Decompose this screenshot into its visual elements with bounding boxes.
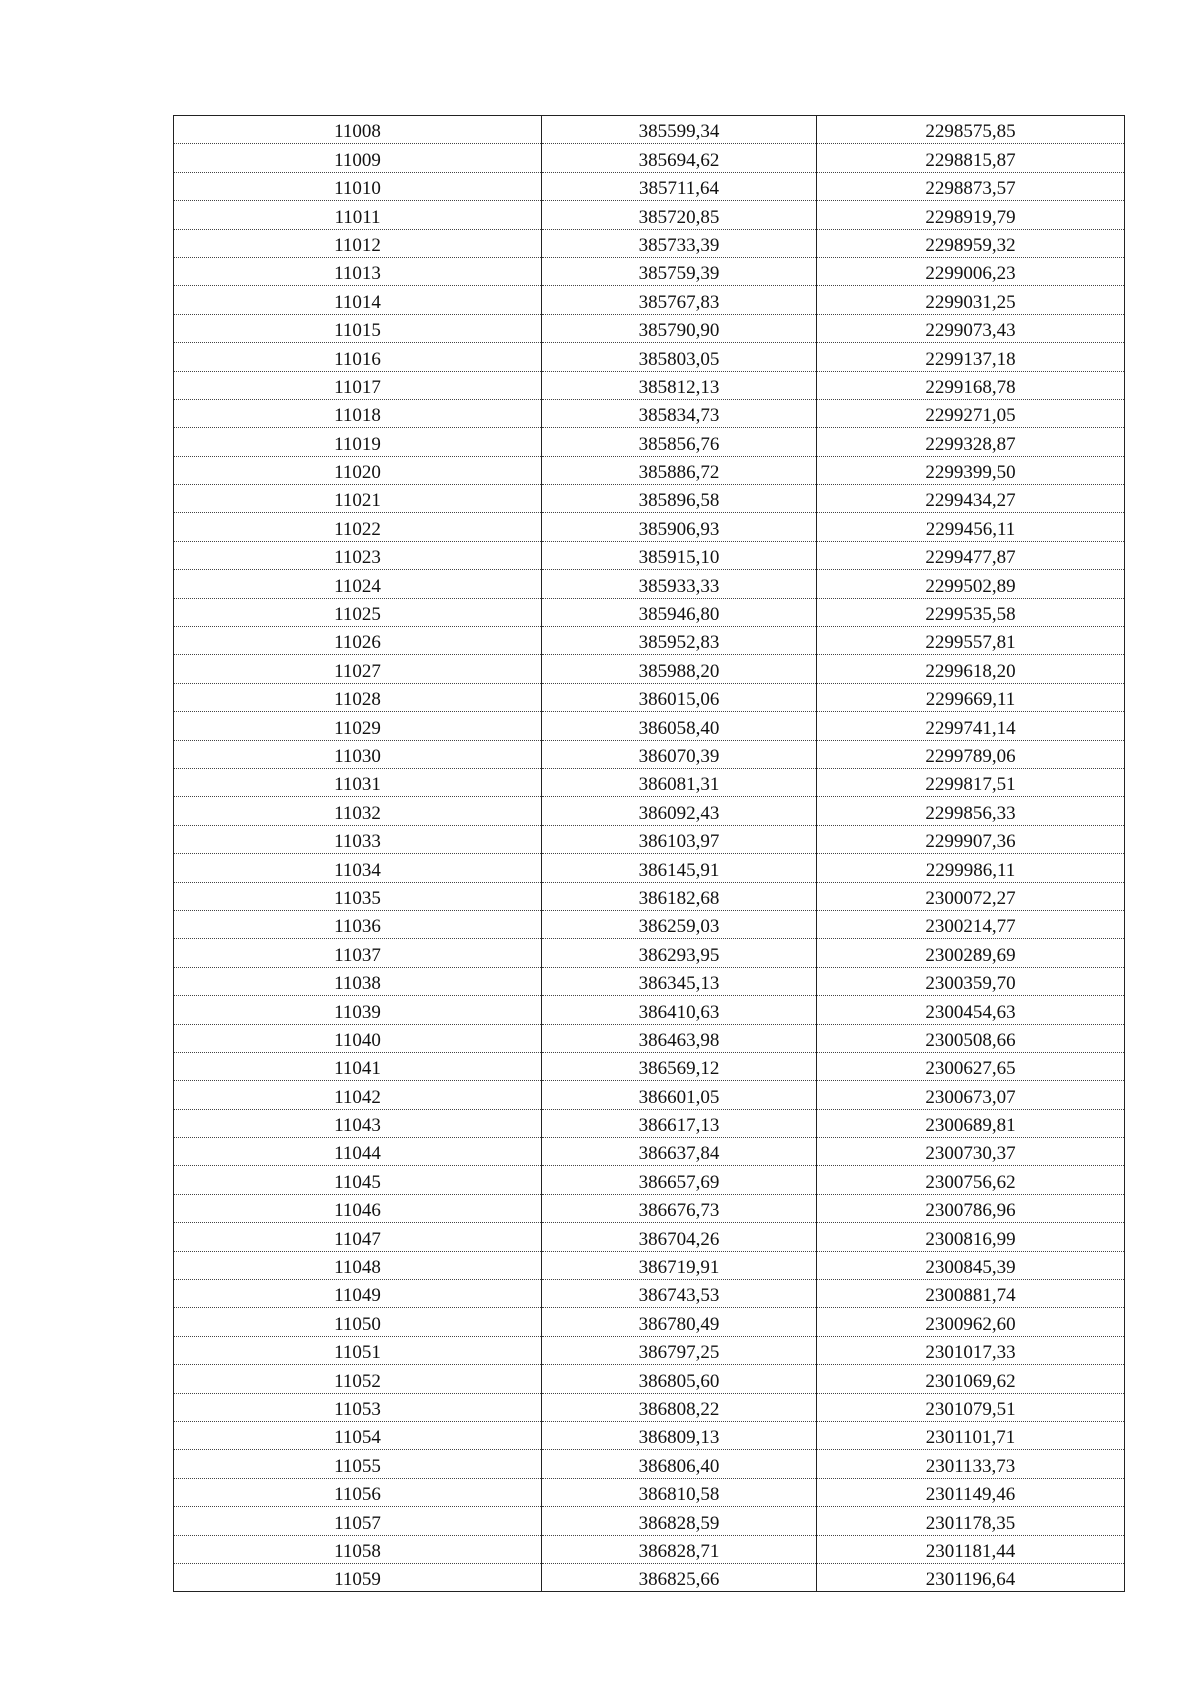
x-coordinate-cell: 386259,03 — [542, 910, 817, 938]
point-number-cell: 11045 — [174, 1166, 542, 1194]
x-coordinate-cell: 386704,26 — [542, 1223, 817, 1251]
point-number-cell: 11017 — [174, 371, 542, 399]
y-coordinate-cell: 2299789,06 — [817, 740, 1125, 768]
point-number-cell: 11014 — [174, 286, 542, 314]
point-number-cell: 11053 — [174, 1393, 542, 1421]
y-coordinate-cell: 2299502,89 — [817, 570, 1125, 598]
y-coordinate-cell: 2300816,99 — [817, 1223, 1125, 1251]
table-row — [174, 1478, 1125, 1506]
point-number-cell: 11012 — [174, 229, 542, 257]
y-coordinate-cell: 2299986,11 — [817, 854, 1125, 882]
x-coordinate-cell: 386810,58 — [542, 1478, 817, 1506]
table-row — [174, 1535, 1125, 1563]
x-coordinate-cell: 386805,60 — [542, 1365, 817, 1393]
coordinate-table — [173, 115, 1125, 1592]
x-coordinate-cell: 385988,20 — [542, 655, 817, 683]
point-number-cell: 11050 — [174, 1308, 542, 1336]
x-coordinate-cell: 386825,66 — [542, 1563, 817, 1591]
x-coordinate-cell: 386719,91 — [542, 1251, 817, 1279]
point-number-cell: 11015 — [174, 314, 542, 342]
y-coordinate-cell: 2298919,79 — [817, 201, 1125, 229]
x-coordinate-cell: 385720,85 — [542, 201, 817, 229]
table-row — [174, 683, 1125, 711]
y-coordinate-cell: 2299031,25 — [817, 286, 1125, 314]
table-row — [174, 286, 1125, 314]
x-coordinate-cell: 385856,76 — [542, 428, 817, 456]
table-row — [174, 598, 1125, 626]
table-row — [174, 1308, 1125, 1336]
table-row — [174, 371, 1125, 399]
y-coordinate-cell: 2298959,32 — [817, 229, 1125, 257]
point-number-cell: 11041 — [174, 1052, 542, 1080]
y-coordinate-cell: 2299073,43 — [817, 314, 1125, 342]
point-number-cell: 11059 — [174, 1563, 542, 1591]
table-row — [174, 1024, 1125, 1052]
point-number-cell: 11008 — [174, 116, 542, 144]
table-row — [174, 1194, 1125, 1222]
y-coordinate-cell: 2300756,62 — [817, 1166, 1125, 1194]
y-coordinate-cell: 2300786,96 — [817, 1194, 1125, 1222]
x-coordinate-cell: 386797,25 — [542, 1336, 817, 1364]
x-coordinate-cell: 385834,73 — [542, 399, 817, 427]
y-coordinate-cell: 2299137,18 — [817, 343, 1125, 371]
x-coordinate-cell: 386657,69 — [542, 1166, 817, 1194]
table-row — [174, 144, 1125, 172]
x-coordinate-cell: 386092,43 — [542, 797, 817, 825]
y-coordinate-cell: 2300072,27 — [817, 882, 1125, 910]
x-coordinate-cell: 385915,10 — [542, 541, 817, 569]
x-coordinate-cell: 386617,13 — [542, 1109, 817, 1137]
table-row — [174, 1563, 1125, 1591]
point-number-cell: 11049 — [174, 1280, 542, 1308]
y-coordinate-cell: 2299907,36 — [817, 825, 1125, 853]
point-number-cell: 11025 — [174, 598, 542, 626]
table-row — [174, 1081, 1125, 1109]
y-coordinate-cell: 2298575,85 — [817, 116, 1125, 144]
y-coordinate-cell: 2299328,87 — [817, 428, 1125, 456]
table-row — [174, 399, 1125, 427]
point-number-cell: 11020 — [174, 456, 542, 484]
table-row — [174, 1507, 1125, 1535]
x-coordinate-cell: 385952,83 — [542, 627, 817, 655]
y-coordinate-cell: 2299557,81 — [817, 627, 1125, 655]
table-row — [174, 655, 1125, 683]
y-coordinate-cell: 2300454,63 — [817, 996, 1125, 1024]
y-coordinate-cell: 2301196,64 — [817, 1563, 1125, 1591]
point-number-cell: 11038 — [174, 967, 542, 995]
table-row — [174, 513, 1125, 541]
x-coordinate-cell: 386058,40 — [542, 712, 817, 740]
y-coordinate-cell: 2298873,57 — [817, 172, 1125, 200]
table-row — [174, 1052, 1125, 1080]
table-row — [174, 172, 1125, 200]
y-coordinate-cell: 2300689,81 — [817, 1109, 1125, 1137]
table-row — [174, 1251, 1125, 1279]
point-number-cell: 11010 — [174, 172, 542, 200]
point-number-cell: 11042 — [174, 1081, 542, 1109]
table-row — [174, 314, 1125, 342]
x-coordinate-cell: 386809,13 — [542, 1421, 817, 1449]
x-coordinate-cell: 385767,83 — [542, 286, 817, 314]
y-coordinate-cell: 2299434,27 — [817, 485, 1125, 513]
table-row — [174, 343, 1125, 371]
x-coordinate-cell: 386145,91 — [542, 854, 817, 882]
table-row — [174, 854, 1125, 882]
x-coordinate-cell: 386601,05 — [542, 1081, 817, 1109]
y-coordinate-cell: 2301181,44 — [817, 1535, 1125, 1563]
x-coordinate-cell: 385896,58 — [542, 485, 817, 513]
y-coordinate-cell: 2298815,87 — [817, 144, 1125, 172]
table-row — [174, 428, 1125, 456]
x-coordinate-cell: 386637,84 — [542, 1138, 817, 1166]
point-number-cell: 11058 — [174, 1535, 542, 1563]
point-number-cell: 11037 — [174, 939, 542, 967]
point-number-cell: 11009 — [174, 144, 542, 172]
table-row — [174, 1336, 1125, 1364]
x-coordinate-cell: 385790,90 — [542, 314, 817, 342]
table-row — [174, 456, 1125, 484]
point-number-cell: 11044 — [174, 1138, 542, 1166]
table-row — [174, 229, 1125, 257]
x-coordinate-cell: 386070,39 — [542, 740, 817, 768]
table-row — [174, 1393, 1125, 1421]
y-coordinate-cell: 2300289,69 — [817, 939, 1125, 967]
x-coordinate-cell: 385694,62 — [542, 144, 817, 172]
x-coordinate-cell: 386410,63 — [542, 996, 817, 1024]
point-number-cell: 11054 — [174, 1421, 542, 1449]
y-coordinate-cell: 2301079,51 — [817, 1393, 1125, 1421]
table-row — [174, 825, 1125, 853]
x-coordinate-cell: 385733,39 — [542, 229, 817, 257]
point-number-cell: 11057 — [174, 1507, 542, 1535]
table-row — [174, 541, 1125, 569]
point-number-cell: 11028 — [174, 683, 542, 711]
table-row — [174, 740, 1125, 768]
y-coordinate-cell: 2301149,46 — [817, 1478, 1125, 1506]
table-row — [174, 882, 1125, 910]
point-number-cell: 11047 — [174, 1223, 542, 1251]
y-coordinate-cell: 2300508,66 — [817, 1024, 1125, 1052]
table-row — [174, 1138, 1125, 1166]
x-coordinate-cell: 386103,97 — [542, 825, 817, 853]
table-row — [174, 712, 1125, 740]
x-coordinate-cell: 385946,80 — [542, 598, 817, 626]
table-row — [174, 996, 1125, 1024]
y-coordinate-cell: 2300627,65 — [817, 1052, 1125, 1080]
table-row — [174, 967, 1125, 995]
x-coordinate-cell: 386806,40 — [542, 1450, 817, 1478]
point-number-cell: 11046 — [174, 1194, 542, 1222]
y-coordinate-cell: 2300730,37 — [817, 1138, 1125, 1166]
y-coordinate-cell: 2299456,11 — [817, 513, 1125, 541]
point-number-cell: 11032 — [174, 797, 542, 825]
point-number-cell: 11035 — [174, 882, 542, 910]
x-coordinate-cell: 386743,53 — [542, 1280, 817, 1308]
y-coordinate-cell: 2300845,39 — [817, 1251, 1125, 1279]
x-coordinate-cell: 386463,98 — [542, 1024, 817, 1052]
point-number-cell: 11048 — [174, 1251, 542, 1279]
point-number-cell: 11055 — [174, 1450, 542, 1478]
y-coordinate-cell: 2301133,73 — [817, 1450, 1125, 1478]
x-coordinate-cell: 385711,64 — [542, 172, 817, 200]
point-number-cell: 11022 — [174, 513, 542, 541]
x-coordinate-cell: 386828,71 — [542, 1535, 817, 1563]
point-number-cell: 11011 — [174, 201, 542, 229]
table-row — [174, 939, 1125, 967]
table-row — [174, 1223, 1125, 1251]
table-row — [174, 797, 1125, 825]
x-coordinate-cell: 385803,05 — [542, 343, 817, 371]
x-coordinate-cell: 386780,49 — [542, 1308, 817, 1336]
y-coordinate-cell: 2301101,71 — [817, 1421, 1125, 1449]
point-number-cell: 11051 — [174, 1336, 542, 1364]
y-coordinate-cell: 2299741,14 — [817, 712, 1125, 740]
coordinate-table-body — [174, 116, 1125, 1592]
x-coordinate-cell: 385933,33 — [542, 570, 817, 598]
point-number-cell: 11040 — [174, 1024, 542, 1052]
table-row — [174, 627, 1125, 655]
point-number-cell: 11056 — [174, 1478, 542, 1506]
point-number-cell: 11021 — [174, 485, 542, 513]
y-coordinate-cell: 2299006,23 — [817, 257, 1125, 285]
x-coordinate-cell: 385599,34 — [542, 116, 817, 144]
y-coordinate-cell: 2299669,11 — [817, 683, 1125, 711]
y-coordinate-cell: 2301069,62 — [817, 1365, 1125, 1393]
point-number-cell: 11033 — [174, 825, 542, 853]
y-coordinate-cell: 2299535,58 — [817, 598, 1125, 626]
table-row — [174, 1365, 1125, 1393]
x-coordinate-cell: 386676,73 — [542, 1194, 817, 1222]
x-coordinate-cell: 386081,31 — [542, 768, 817, 796]
x-coordinate-cell: 385906,93 — [542, 513, 817, 541]
table-row — [174, 1450, 1125, 1478]
table-row — [174, 1280, 1125, 1308]
table-row — [174, 257, 1125, 285]
y-coordinate-cell: 2300962,60 — [817, 1308, 1125, 1336]
x-coordinate-cell: 386345,13 — [542, 967, 817, 995]
y-coordinate-cell: 2299271,05 — [817, 399, 1125, 427]
x-coordinate-cell: 386293,95 — [542, 939, 817, 967]
y-coordinate-cell: 2299856,33 — [817, 797, 1125, 825]
y-coordinate-cell: 2300359,70 — [817, 967, 1125, 995]
point-number-cell: 11034 — [174, 854, 542, 882]
point-number-cell: 11029 — [174, 712, 542, 740]
y-coordinate-cell: 2300881,74 — [817, 1280, 1125, 1308]
point-number-cell: 11023 — [174, 541, 542, 569]
point-number-cell: 11016 — [174, 343, 542, 371]
x-coordinate-cell: 385812,13 — [542, 371, 817, 399]
point-number-cell: 11052 — [174, 1365, 542, 1393]
table-row — [174, 768, 1125, 796]
y-coordinate-cell: 2301017,33 — [817, 1336, 1125, 1364]
y-coordinate-cell: 2300214,77 — [817, 910, 1125, 938]
y-coordinate-cell: 2300673,07 — [817, 1081, 1125, 1109]
point-number-cell: 11043 — [174, 1109, 542, 1137]
table-row — [174, 570, 1125, 598]
table-row — [174, 485, 1125, 513]
point-number-cell: 11026 — [174, 627, 542, 655]
point-number-cell: 11018 — [174, 399, 542, 427]
table-row — [174, 201, 1125, 229]
x-coordinate-cell: 385886,72 — [542, 456, 817, 484]
table-row — [174, 1166, 1125, 1194]
x-coordinate-cell: 386569,12 — [542, 1052, 817, 1080]
y-coordinate-cell: 2299618,20 — [817, 655, 1125, 683]
point-number-cell: 11019 — [174, 428, 542, 456]
x-coordinate-cell: 385759,39 — [542, 257, 817, 285]
table-row — [174, 910, 1125, 938]
y-coordinate-cell: 2299399,50 — [817, 456, 1125, 484]
point-number-cell: 11024 — [174, 570, 542, 598]
y-coordinate-cell: 2299817,51 — [817, 768, 1125, 796]
point-number-cell: 11030 — [174, 740, 542, 768]
point-number-cell: 11036 — [174, 910, 542, 938]
table-row — [174, 116, 1125, 144]
point-number-cell: 11039 — [174, 996, 542, 1024]
table-row — [174, 1421, 1125, 1449]
x-coordinate-cell: 386182,68 — [542, 882, 817, 910]
x-coordinate-cell: 386828,59 — [542, 1507, 817, 1535]
x-coordinate-cell: 386015,06 — [542, 683, 817, 711]
y-coordinate-cell: 2299168,78 — [817, 371, 1125, 399]
x-coordinate-cell: 386808,22 — [542, 1393, 817, 1421]
y-coordinate-cell: 2299477,87 — [817, 541, 1125, 569]
point-number-cell: 11031 — [174, 768, 542, 796]
y-coordinate-cell: 2301178,35 — [817, 1507, 1125, 1535]
point-number-cell: 11013 — [174, 257, 542, 285]
table-row — [174, 1109, 1125, 1137]
point-number-cell: 11027 — [174, 655, 542, 683]
